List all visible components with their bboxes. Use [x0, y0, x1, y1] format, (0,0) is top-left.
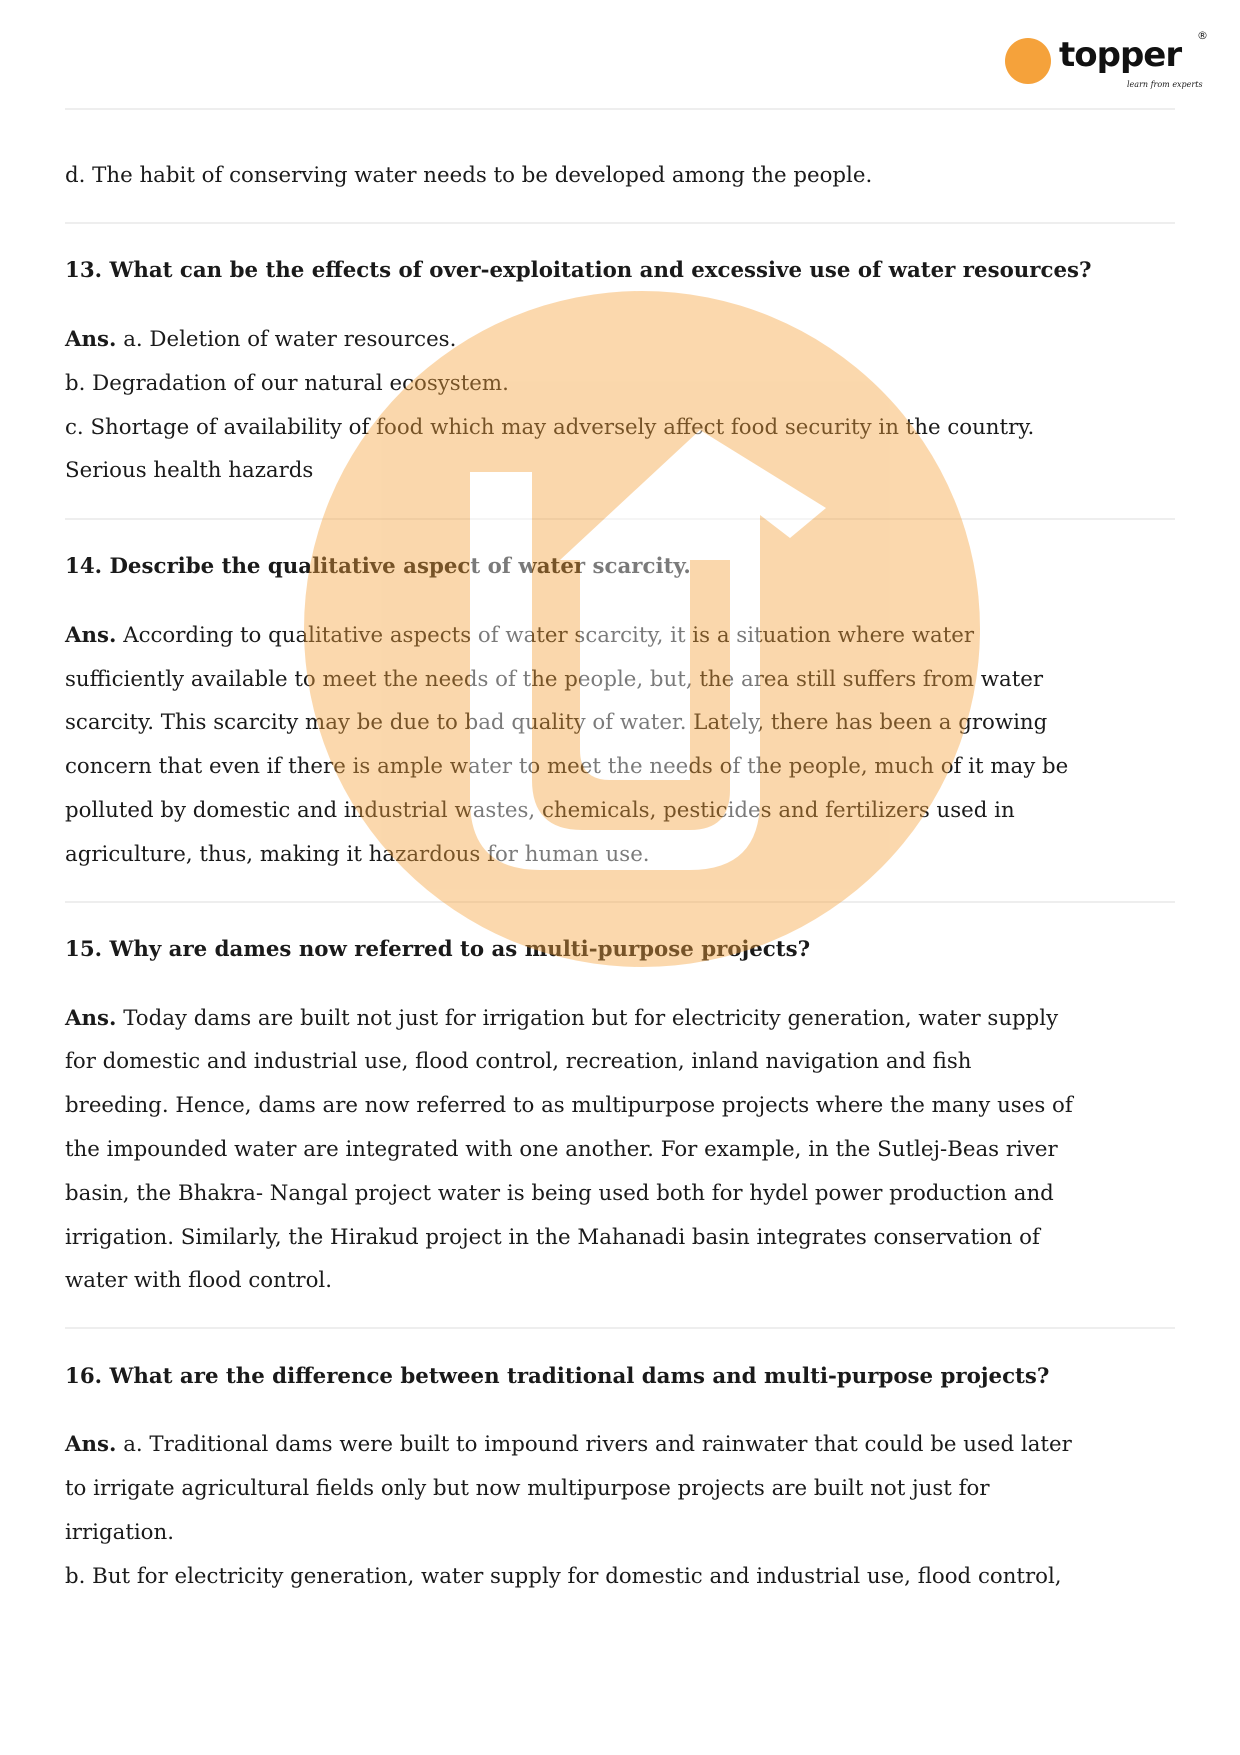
answer-text: a. Traditional dams were built to impound rivers and rainwater that could be used later	[116, 1432, 1072, 1457]
answer-line	[65, 621, 974, 651]
answer-line: c. Shortage of availability of food which may adversely affect food security in the country.	[65, 415, 1035, 440]
answer-line	[65, 1004, 1058, 1034]
divider	[65, 108, 1175, 110]
answer-line: water with flood control.	[65, 1268, 332, 1293]
answer-line: the impounded water are integrated with one another. For example, in the Sutlej-Beas river	[65, 1137, 1058, 1162]
answer-line	[65, 1430, 1072, 1460]
answer-line: to irrigate agricultural fields only but now multipurpose projects are built not just for	[65, 1476, 990, 1501]
answer-line: concern that even if there is ample water to meet the needs of the people, much of it may be	[65, 754, 1069, 779]
divider	[65, 1327, 1175, 1329]
answer-line: Serious health hazards	[65, 458, 314, 483]
answer-line: b. Degradation of our natural ecosystem.	[65, 371, 509, 396]
answer-text: a. Deletion of water resources.	[116, 327, 457, 352]
answer-label: Ans.	[65, 623, 117, 648]
topper-logo	[1005, 29, 1215, 98]
intro-line: d. The habit of conserving water needs to be developed among the people.	[65, 163, 873, 188]
logo-wordmark: topper	[1059, 35, 1182, 75]
divider	[65, 222, 1175, 224]
answer-label: Ans.	[65, 327, 117, 352]
question-13: 13. What can be the effects of over-exploitation and excessive use of water resources?	[65, 258, 1092, 283]
answer-line	[65, 325, 456, 355]
divider	[65, 518, 1175, 520]
question-15: 15. Why are dames now referred to as multi-purpose projects?	[65, 937, 811, 962]
answer-line: agriculture, thus, making it hazardous for human use.	[65, 842, 650, 867]
answer-line: b. But for electricity generation, water supply for domestic and industrial use, flood control,	[65, 1564, 1062, 1589]
answer-line: for domestic and industrial use, flood control, recreation, inland navigation and fish	[65, 1049, 972, 1074]
question-14: 14. Describe the qualitative aspect of water scarcity.	[65, 554, 691, 579]
answer-line: breeding. Hence, dams are now referred to as multipurpose projects where the many uses of	[65, 1093, 1073, 1118]
answer-line: scarcity. This scarcity may be due to bad quality of water. Lately, there has been a growing	[65, 710, 1048, 735]
answer-label: Ans.	[65, 1006, 117, 1031]
question-16: 16. What are the difference between traditional dams and multi-purpose projects?	[65, 1364, 1050, 1389]
registered-mark: ®	[1197, 29, 1208, 42]
answer-line: sufficiently available to meet the needs of the people, but, the area still suffers from water	[65, 667, 1044, 692]
answer-text: According to qualitative aspects of water scarcity, it is a situation where water	[116, 623, 975, 648]
divider	[65, 901, 1175, 903]
logo-u-icon	[1005, 38, 1051, 84]
answer-line: polluted by domestic and industrial wastes, chemicals, pesticides and fertilizers used in	[65, 798, 1015, 823]
answer-line: basin, the Bhakra- Nangal project water is being used both for hydel power production and	[65, 1181, 1054, 1206]
logo-tagline: learn from experts	[1127, 80, 1203, 89]
answer-label: Ans.	[65, 1432, 117, 1457]
answer-line: irrigation. Similarly, the Hirakud project in the Mahanadi basin integrates conservation of	[65, 1225, 1040, 1250]
answer-line: irrigation.	[65, 1520, 174, 1545]
answer-text: Today dams are built not just for irrigation but for electricity generation, water supply	[116, 1006, 1059, 1031]
